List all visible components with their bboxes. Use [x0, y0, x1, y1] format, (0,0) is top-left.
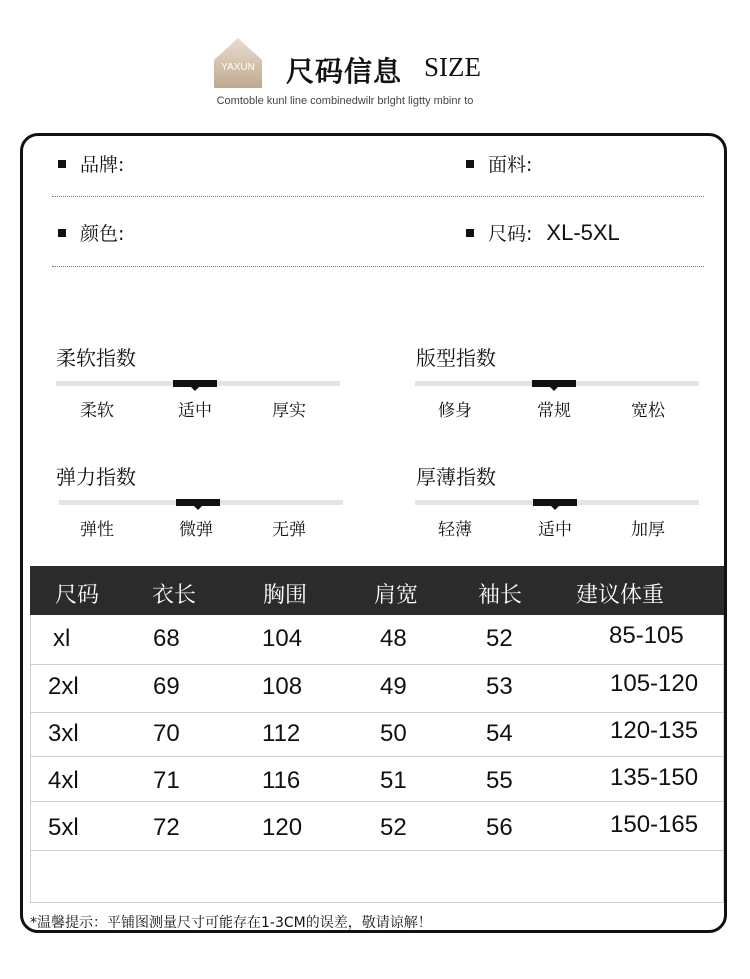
thickness-option-1: 轻薄 — [438, 520, 472, 540]
page-title-cn: 尺码信息 — [286, 55, 403, 88]
size-label: 尺码: — [488, 223, 533, 245]
table-cell-weight: 85-105 — [609, 622, 684, 649]
table-cell-length: 69 — [153, 673, 180, 700]
divider — [52, 266, 704, 267]
table-cell-sleeve: 56 — [486, 814, 513, 841]
softness-index-marker — [173, 380, 217, 387]
row-divider — [30, 712, 724, 713]
table-cell-sleeve: 53 — [486, 673, 513, 700]
column-header-weight: 建议体重 — [576, 583, 665, 608]
column-header-chest: 胸围 — [263, 583, 308, 608]
fit-option-1: 修身 — [438, 401, 472, 421]
table-cell-shoulder: 49 — [380, 673, 407, 700]
fit-option-2: 常规 — [537, 401, 571, 421]
fabric-field — [466, 150, 532, 177]
fit-index-title: 版型指数 — [416, 346, 496, 370]
table-cell-length: 71 — [153, 767, 180, 794]
bullet-icon — [58, 160, 66, 168]
table-cell-weight: 105-120 — [610, 670, 699, 697]
table-cell-length: 72 — [153, 814, 180, 841]
column-header-sleeve: 袖长 — [478, 583, 523, 608]
table-cell-chest: 108 — [262, 673, 303, 700]
table-cell-size: 3xl — [48, 720, 79, 747]
page-title-en: SIZE — [424, 52, 481, 82]
divider — [52, 196, 704, 197]
table-cell-weight: 150-165 — [610, 811, 699, 838]
color-label: 颜色: — [80, 223, 125, 245]
column-header-length: 衣长 — [152, 583, 197, 608]
table-cell-size: 5xl — [48, 814, 79, 841]
thickness-option-3: 加厚 — [631, 520, 665, 540]
elasticity-index-title: 弹力指数 — [56, 465, 136, 489]
softness-option-3: 厚实 — [272, 401, 306, 421]
measurement-tip: *温馨提示：平铺图测量尺寸可能存在1-3CM的误差，敬请谅解！ — [30, 915, 432, 931]
thickness-option-2: 适中 — [538, 520, 572, 540]
table-cell-sleeve: 52 — [486, 625, 513, 652]
logo-text: YAXUN — [221, 62, 255, 73]
table-cell-weight: 135-150 — [610, 764, 699, 791]
table-cell-length: 70 — [153, 720, 180, 747]
table-cell-weight: 120-135 — [610, 717, 699, 744]
softness-option-2: 适中 — [178, 401, 212, 421]
elasticity-option-2: 微弹 — [179, 520, 213, 540]
table-cell-sleeve: 55 — [486, 767, 513, 794]
row-divider — [30, 664, 724, 665]
table-cell-chest: 112 — [262, 720, 301, 747]
elasticity-index-marker — [176, 499, 220, 506]
softness-index-title: 柔软指数 — [56, 346, 136, 370]
brand-logo — [214, 38, 262, 88]
size-table-body — [30, 615, 724, 903]
fit-option-3: 宽松 — [631, 401, 665, 421]
row-divider — [30, 756, 724, 757]
size-field — [466, 219, 620, 246]
brand-field — [58, 150, 124, 177]
elasticity-option-1: 弹性 — [80, 520, 114, 540]
table-cell-size: xl — [53, 625, 71, 652]
table-cell-chest: 104 — [262, 625, 303, 652]
fit-index-marker — [532, 380, 576, 387]
fabric-label: 面料: — [488, 154, 533, 176]
row-divider — [30, 801, 724, 802]
softness-option-1: 柔软 — [80, 401, 114, 421]
thickness-index-marker — [533, 499, 577, 506]
table-cell-shoulder: 50 — [380, 720, 407, 747]
column-header-size: 尺码 — [55, 583, 100, 608]
table-cell-length: 68 — [153, 625, 180, 652]
row-divider — [30, 850, 724, 851]
page-subtitle: Comtoble kunl line combinedwilr brlght ligtty mbinr to — [216, 95, 474, 107]
table-cell-chest: 116 — [262, 767, 301, 794]
table-cell-size: 2xl — [48, 673, 79, 700]
column-header-shoulder: 肩宽 — [374, 583, 419, 608]
thickness-index-title: 厚薄指数 — [416, 465, 496, 489]
table-cell-shoulder: 51 — [380, 767, 407, 794]
table-cell-size: 4xl — [48, 767, 79, 794]
bullet-icon — [58, 229, 66, 237]
table-cell-sleeve: 54 — [486, 720, 513, 747]
table-cell-shoulder: 48 — [380, 625, 407, 652]
bullet-icon — [466, 229, 474, 237]
elasticity-option-3: 无弹 — [272, 520, 306, 540]
size-value: XL-5XL — [546, 219, 620, 245]
bullet-icon — [466, 160, 474, 168]
table-cell-shoulder: 52 — [380, 814, 407, 841]
color-field — [58, 219, 124, 246]
table-cell-chest: 120 — [262, 814, 303, 841]
brand-label: 品牌: — [80, 154, 125, 176]
